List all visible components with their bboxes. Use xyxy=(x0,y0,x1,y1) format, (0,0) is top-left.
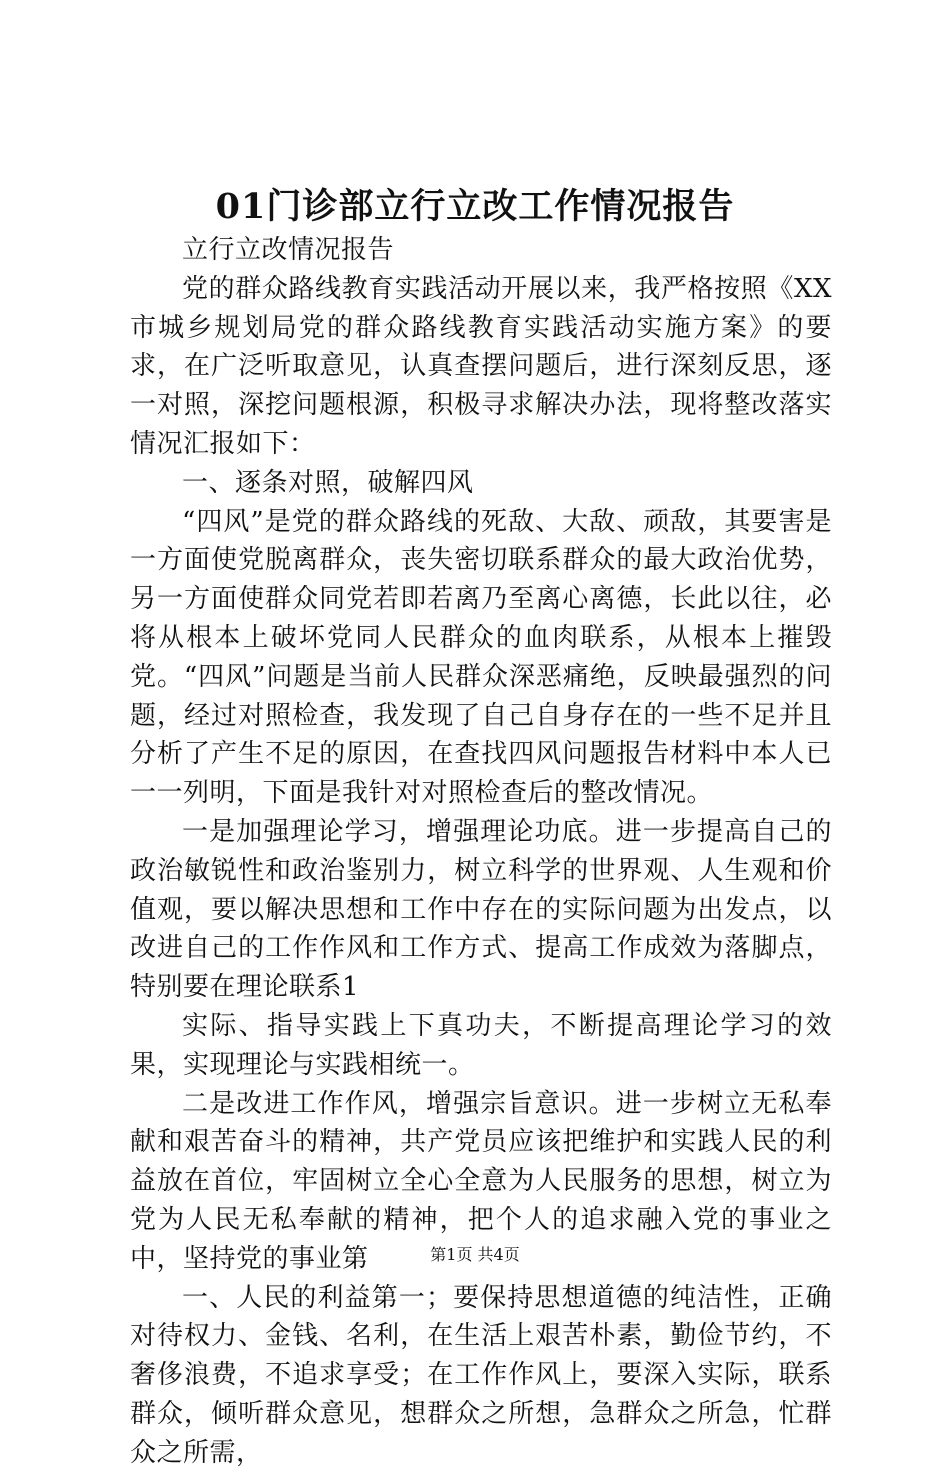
document-title: 01门诊部立行立改工作情况报告 xyxy=(215,186,735,227)
section-heading: 一、逐条对照，破解四风 xyxy=(182,467,474,498)
paragraph: 一、人民的利益第一；要保持思想道德的纯洁性，正确对待权力、金钱、名利，在生活上艰苦朴素，勤俭节约，不奢侈浪费，不追求享受；在工作作风上，要深入实际，联系群众，倾听群众意见，想群众之所想，急群众之所急，忙群众之所需， xyxy=(130,1282,832,1468)
page-footer: 第1页 共4页 xyxy=(430,1245,520,1264)
paragraph: 党的群众路线教育实践活动开展以来，我严格按照《XX市城乡规划局党的群众路线教育实践活动实施方案》的要求，在广泛听取意见，认真查摆问题后，进行深刻反思，逐一对照，深挖问题根源，积极寻求解决办法，现将整改落实情况汇报如下： xyxy=(130,273,832,459)
paragraph: “四风”是党的群众路线的死敌、大敌、顽敌，其要害是一方面使党脱离群众，丧失密切联系群众的最大政治优势，另一方面使群众同党若即若离乃至离心离德，长此以往，必将从根本上破坏党同人民群众的血肉联系，从根本上摧毁党。“四风”问题是当前人民群众深恶痛绝，反映最强烈的问题，经过对照检查，我发现了自己自身存在的一些不足并且分析了产生不足的原因，在查找四风问题报告材料中本人已一一列明，下面是我针对对照检查后的整改情况。 xyxy=(130,506,832,809)
paragraph: 立行立改情况报告 xyxy=(182,235,395,265)
document-body xyxy=(130,231,832,1473)
paragraph: 实际、指导实践上下真功夫，不断提高理论学习的效果，实现理论与实践相统一。 xyxy=(130,1010,832,1080)
paragraph: 二是改进工作作风，增强宗旨意识。进一步树立无私奉献和艰苦奋斗的精神，共产党员应该把维护和实践人民的利益放在首位，牢固树立全心全意为人民服务的思想，树立为党为人民无私奉献的精神，把个人的追求融入党的事业之中，坚持党的事业第 xyxy=(130,1088,832,1274)
paragraph: 一是加强理论学习，增强理论功底。进一步提高自己的政治敏锐性和政治鉴别力，树立科学的世界观、人生观和价值观，要以解决思想和工作中存在的实际问题为出发点，以改进自己的工作作风和工作方式、提高工作成效为落脚点，特别要在理论联系1 xyxy=(130,816,832,1003)
